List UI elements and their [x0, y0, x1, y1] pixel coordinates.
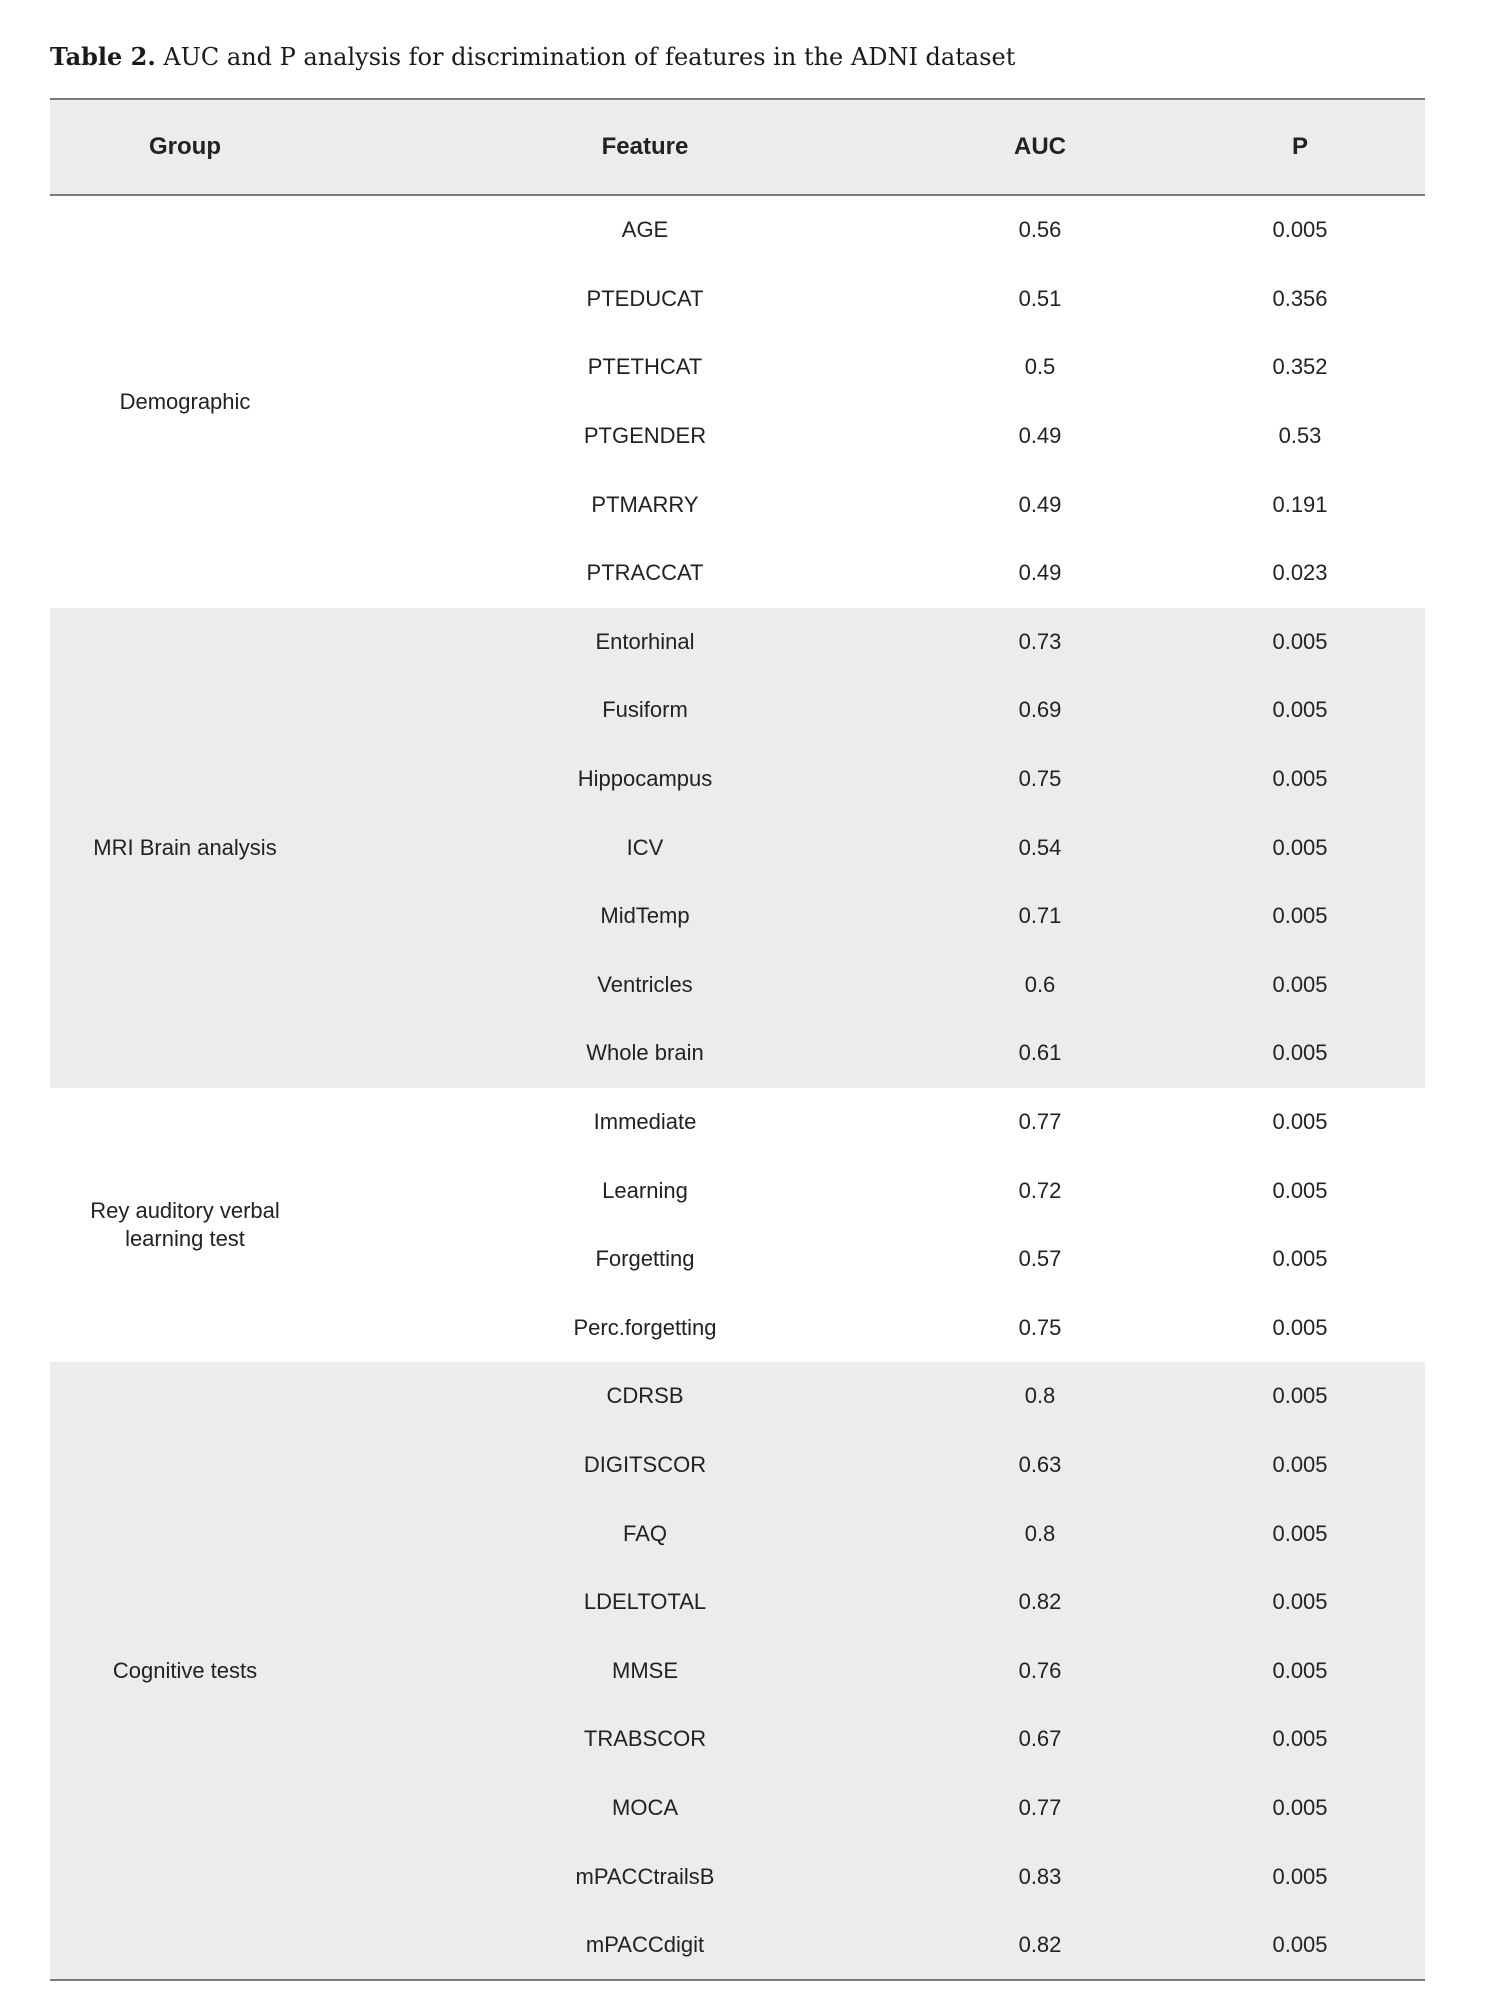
auc-cell: 0.72	[1018, 1177, 1062, 1203]
feature-cell: PTEDUCAT	[586, 285, 704, 311]
feature-cell: DIGITSCOR	[583, 1451, 707, 1477]
p-cell: 0.356	[1272, 285, 1328, 311]
table-body	[50, 196, 1425, 1979]
table-row	[50, 882, 1425, 951]
auc-cell: 0.67	[1018, 1726, 1062, 1752]
table-row	[50, 676, 1425, 745]
auc-cell: 0.73	[1018, 628, 1062, 654]
auc-cell: 0.8	[1024, 1383, 1056, 1409]
table-header-row	[50, 100, 1425, 194]
p-cell: 0.005	[1272, 1451, 1328, 1477]
feature-cell: PTRACCAT	[586, 560, 704, 586]
p-cell: 0.005	[1272, 766, 1328, 792]
table-row	[50, 608, 1425, 677]
auc-cell: 0.8	[1024, 1520, 1056, 1546]
table-row	[50, 1911, 1425, 1980]
p-cell: 0.005	[1272, 971, 1328, 997]
auc-cell: 0.54	[1018, 834, 1062, 860]
auc-cell: 0.6	[1024, 971, 1056, 997]
p-cell: 0.005	[1272, 697, 1328, 723]
header-feature: Feature	[601, 133, 689, 160]
table-group	[50, 1088, 1425, 1362]
table-row	[50, 1431, 1425, 1500]
table-row	[50, 1705, 1425, 1774]
feature-cell: Forgetting	[595, 1246, 695, 1272]
auc-cell: 0.5	[1024, 354, 1056, 380]
p-cell: 0.005	[1272, 1177, 1328, 1203]
table-row	[50, 745, 1425, 814]
auc-cell: 0.82	[1018, 1589, 1062, 1615]
feature-cell: Ventricles	[597, 971, 693, 997]
auc-cell: 0.77	[1018, 1794, 1062, 1820]
auc-cell: 0.49	[1018, 491, 1062, 517]
feature-cell: Hippocampus	[577, 766, 713, 792]
group-label: MRI Brain analysis	[93, 834, 277, 860]
auc-cell: 0.71	[1018, 903, 1062, 929]
auc-cell: 0.76	[1018, 1657, 1062, 1683]
table-bottom-rule	[50, 1979, 1425, 1981]
p-cell: 0.191	[1272, 491, 1328, 517]
table-row	[50, 265, 1425, 334]
p-cell: 0.005	[1272, 1520, 1328, 1546]
table-row	[50, 1088, 1425, 1157]
p-cell: 0.005	[1272, 903, 1328, 929]
p-cell: 0.005	[1272, 628, 1328, 654]
table-row	[50, 951, 1425, 1020]
p-cell: 0.005	[1272, 217, 1328, 243]
feature-cell: Learning	[602, 1177, 688, 1203]
feature-cell: ICV	[626, 834, 664, 860]
feature-cell: mPACCdigit	[585, 1932, 705, 1958]
auc-cell: 0.69	[1018, 697, 1062, 723]
auc-cell: 0.49	[1018, 560, 1062, 586]
auc-cell: 0.56	[1018, 217, 1062, 243]
table-row	[50, 1362, 1425, 1431]
table-caption-label: Table 2.	[50, 42, 156, 71]
auc-cell: 0.49	[1018, 423, 1062, 449]
feature-cell: Immediate	[593, 1109, 697, 1135]
feature-cell: mPACCtrailsB	[575, 1863, 715, 1889]
p-cell: 0.005	[1272, 1109, 1328, 1135]
auc-cell: 0.75	[1018, 1314, 1062, 1340]
auc-cell: 0.75	[1018, 766, 1062, 792]
table-group	[50, 196, 1425, 608]
table-row	[50, 470, 1425, 539]
table-row	[50, 1774, 1425, 1843]
group-label: Cognitive tests	[112, 1657, 258, 1683]
table-row	[50, 1842, 1425, 1911]
feature-cell: CDRSB	[606, 1383, 684, 1409]
results-table	[50, 98, 1425, 1981]
table-group	[50, 608, 1425, 1088]
p-cell: 0.005	[1272, 1726, 1328, 1752]
group-label: Demographic	[119, 388, 251, 414]
feature-cell: Perc.forgetting	[573, 1314, 717, 1340]
p-cell: 0.005	[1272, 1314, 1328, 1340]
p-cell: 0.005	[1272, 1383, 1328, 1409]
p-cell: 0.005	[1272, 1657, 1328, 1683]
feature-cell: Entorhinal	[595, 628, 695, 654]
feature-cell: PTETHCAT	[587, 354, 703, 380]
table-caption-text: AUC and P analysis for discrimination of features in the ADNI dataset	[155, 43, 1016, 71]
feature-cell: FAQ	[622, 1520, 667, 1546]
header-group: Group	[149, 133, 221, 160]
header-auc: AUC	[1014, 133, 1066, 160]
auc-cell: 0.77	[1018, 1109, 1062, 1135]
table-row	[50, 1568, 1425, 1637]
feature-cell: PTGENDER	[583, 423, 707, 449]
table-row	[50, 196, 1425, 265]
auc-cell: 0.63	[1018, 1451, 1062, 1477]
auc-cell: 0.51	[1018, 285, 1062, 311]
table-caption	[50, 42, 1015, 71]
p-cell: 0.005	[1272, 1589, 1328, 1615]
header-p: P	[1291, 133, 1308, 160]
table-row	[50, 1294, 1425, 1363]
table-row	[50, 1499, 1425, 1568]
auc-cell: 0.83	[1018, 1863, 1062, 1889]
feature-cell: MMSE	[612, 1657, 678, 1683]
p-cell: 0.005	[1272, 834, 1328, 860]
table-group	[50, 1362, 1425, 1979]
feature-cell: Whole brain	[586, 1040, 704, 1066]
p-cell: 0.005	[1272, 1863, 1328, 1889]
feature-cell: MidTemp	[600, 903, 690, 929]
table-row	[50, 1019, 1425, 1088]
feature-cell: Fusiform	[602, 697, 688, 723]
feature-cell: AGE	[621, 217, 669, 243]
feature-cell: PTMARRY	[591, 491, 699, 517]
p-cell: 0.005	[1272, 1246, 1328, 1272]
p-cell: 0.023	[1272, 560, 1328, 586]
feature-cell: MOCA	[612, 1794, 678, 1820]
table-row	[50, 539, 1425, 608]
group-label: Rey auditory verbal learning test	[90, 1197, 280, 1251]
p-cell: 0.005	[1272, 1040, 1328, 1066]
p-cell: 0.005	[1272, 1794, 1328, 1820]
p-cell: 0.352	[1272, 354, 1328, 380]
auc-cell: 0.82	[1018, 1932, 1062, 1958]
auc-cell: 0.57	[1018, 1246, 1062, 1272]
feature-cell: LDELTOTAL	[583, 1589, 707, 1615]
p-cell: 0.005	[1272, 1932, 1328, 1958]
auc-cell: 0.61	[1018, 1040, 1062, 1066]
feature-cell: TRABSCOR	[583, 1726, 707, 1752]
p-cell: 0.53	[1278, 423, 1322, 449]
